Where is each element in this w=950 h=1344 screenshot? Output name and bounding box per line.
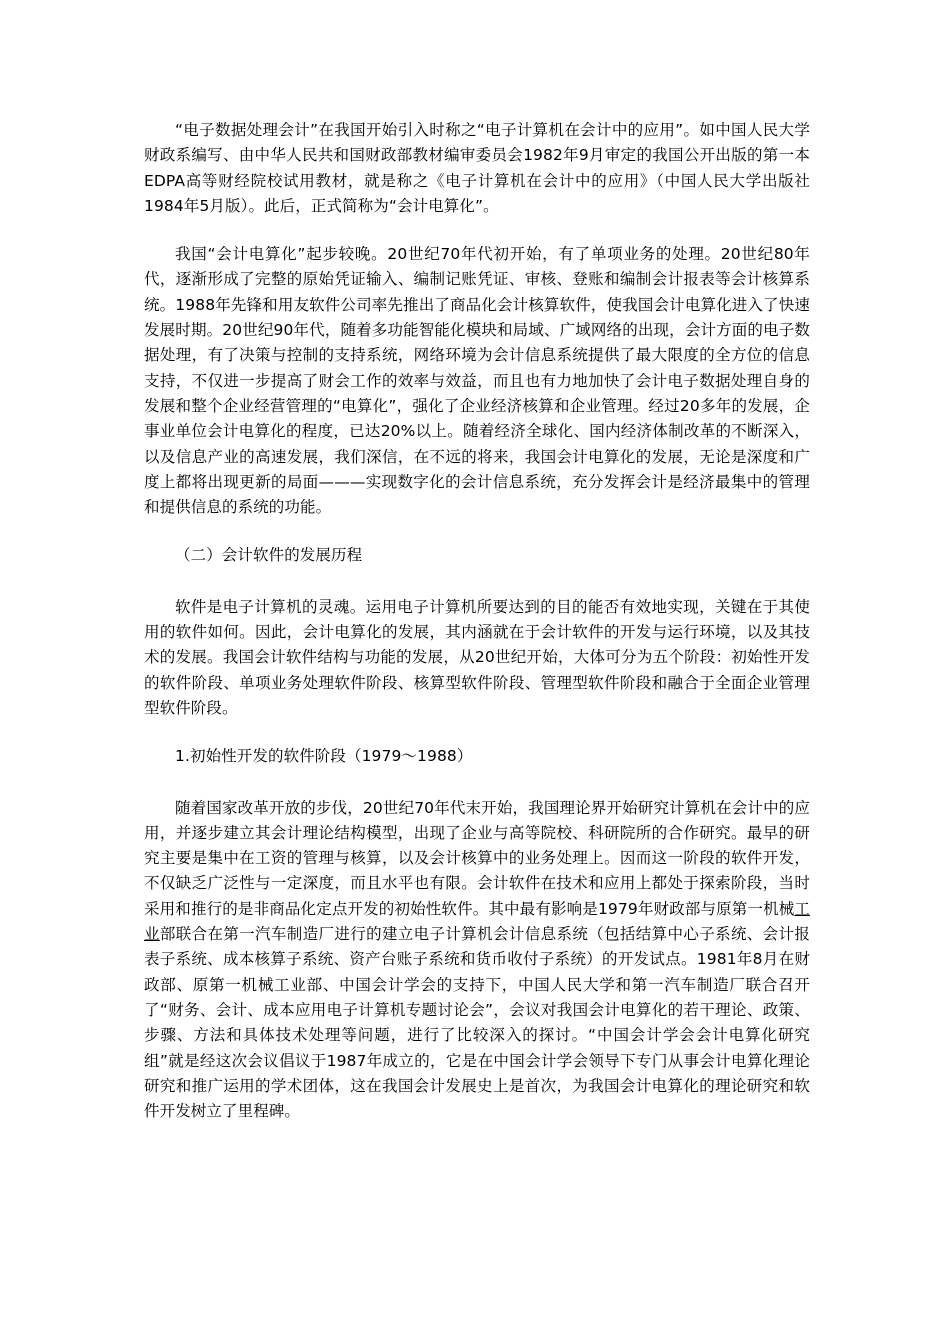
paragraph-stage-one-text: 随着国家改革开放的步伐，20世纪70年代末开始，我国理论界开始研究计算机在会计中的应用，并逐步建立其会计理论结构模型，出现了企业与高等院校、科研院所的合作研究。最早的研究主要是集中在工资的管理与核算，以及会计核算中的业务处理上。因而这一阶段的软件开发，不仅缺乏广泛性与一定深度，而且水平也有限。会计软件在技术和应用上都处于探索阶段，当时采用和推行的是非商品化定点开发的初始性软件。其中最有影响是1979年财政部与原第一机械 xyxy=(144,798,810,918)
paragraph-intro: “电子数据处理会计”在我国开始引入时称之“电子计算机在会计中的应用”。如中国人民大学财政系编写、由中华人民共和国财政部教材编审委员会1982年9月审定的我国公开出版的第一本EDPA高等财经院校试用教材，就是称之《电子计算机在会计中的应用》（中国人民大学出版社1984年5月版）。此后，正式简称为“会计电算化”。 xyxy=(144,121,810,215)
subsection-heading: 1.初始性开发的软件阶段（1979～1988） xyxy=(175,747,473,766)
section-heading: （二）会计软件的发展历程 xyxy=(175,546,363,565)
paragraph-software: 软件是电子计算机的灵魂。运用电子计算机所要达到的目的能否有效地实现，关键在于其使用的软件如何。因此，会计电算化的发展，其内涵就在于会计软件的开发与运行环境，以及其技术的发展。我国会计软件结构与功能的发展，从20世纪开始，大体可分为五个阶段：初始性开发的软件阶段、单项业务处理软件阶段、核算型软件阶段、管理型软件阶段和融合于全面企业管理型软件阶段。 xyxy=(144,597,810,717)
paragraph-stage-one xyxy=(144,796,810,1125)
underlined-term: 工业 xyxy=(144,899,810,944)
paragraph-history: 我国“会计电算化”起步较晚。20世纪70年代初开始，有了单项业务的处理。20世纪80年代，逐渐形成了完整的原始凭证输入、编制记账凭证、审核、登账和编制会计报表等会计核算系统。1988年先锋和用友软件公司率先推出了商品化会计核算软件，使我国会计电算化进入了快速发展时期。20世纪90年代，随着多功能智能化模块和局域、广域网络的出现，会计方面的电子数据处理，有了决策与控制的支持系统，网络环境为会计信息系统提供了最大限度的全方位的信息支持，不仅进一步提高了财会工作的效率与效益，而且也有力地加快了会计电子数据处理自身的发展和整个企业经营管理的“电算化”，强化了企业经济核算和企业管理。经过20多年的发展，企事业单位会计电算化的程度，已达20%以上。随着经济全球化、国内经济体制改革的不断深入，以及信息产业的高速发展，我们深信，在不远的将来，我国会计电算化的发展，无论是深度和广度上都将出现更新的局面———实现数字化的会计信息系统，充分发挥会计是经济最集中的管理和提供信息的系统的功能。 xyxy=(144,245,810,517)
paragraph-stage-one-rest: 部联合在第一汽车制造厂进行的建立电子计算机会计信息系统（包括结算中心子系统、会计报表子系统、成本核算子系统、资产台账子系统和货币收付子系统）的开发试点。1981年8月在财政部、原第一机械工业部、中国会计学会的支持下，中国人民大学和第一汽车制造厂联合召开了“财务、会计、成本应用电子计算机专题讨论会”，会议对我国会计电算化的若干理论、政策、步骤、方法和具体技术处理等问题，进行了比较深入的探讨。“中国会计学会会计电算化研究组”就是经这次会议倡议于1987年成立的，它是在中国会计学会领导下专门从事会计电算化理论研究和推广运用的学术团体，这在我国会计发展史上是首次，为我国会计电算化的理论研究和软件开发树立了里程碑。 xyxy=(144,925,810,1121)
